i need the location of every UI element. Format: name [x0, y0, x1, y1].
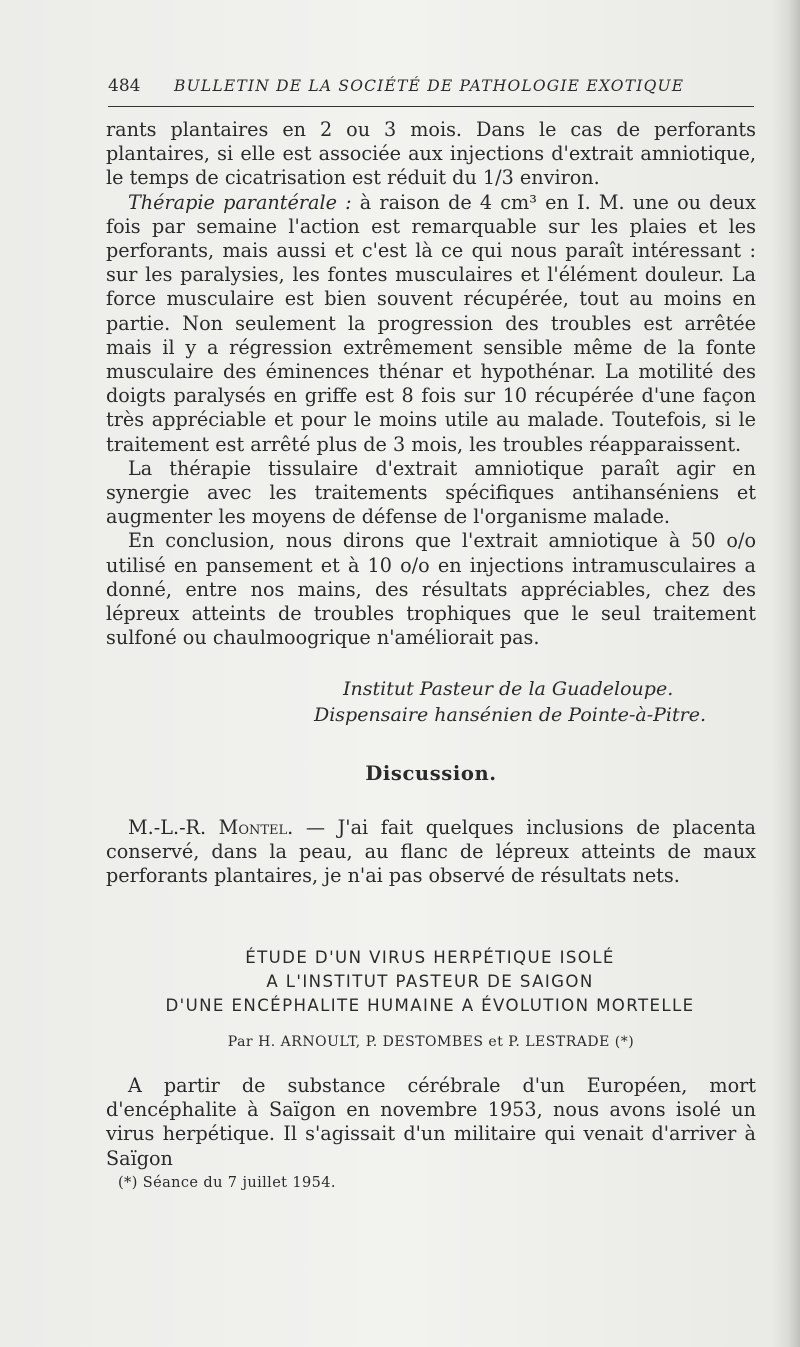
- therapie-label: Thérapie parantérale :: [128, 190, 352, 214]
- therapie-text: à raison de 4 cm³ en I. M. une ou deux fois par semaine l'action est remarquable sur les plaies et les perforants, mais aussi et c'est là ce qui nous paraît intéressant : sur les paralysies, les fontes musculaires et l'élément douleur. La force musculaire est bien souvent récupérée, tout au moins en partie. Non seulement la progression des troubles est arrêtée mais il y a régression extrêmement sensible même de la fonte musculaire des éminences thénar et hypothénar. La motilité des doigts paralysés en griffe est 8 fois sur 10 récupérée d'une façon très appréciable et pour le moins utile au malade. Toutefois, si le traitement est arrêté plus de 3 mois, les troubles réapparaissent.: [106, 190, 756, 456]
- article-authors: Par H. ARNOULT, P. DESTOMBES et P. LESTRADE (*): [227, 1034, 635, 1050]
- article-title-line-3: D'UNE ENCÉPHALITE HUMAINE A ÉVOLUTION MORTELLE: [165, 996, 695, 1015]
- journal-title: BULLETIN DE LA SOCIÉTÉ DE PATHOLOGIE EXOTIQUE: [174, 77, 685, 95]
- discussion-paragraph: [106, 816, 756, 889]
- signature-dispensaire: Dispensaire hansénien de Pointe-à-Pitre.: [314, 704, 706, 726]
- page-number: 484: [108, 76, 141, 96]
- discussion-heading: Discussion.: [365, 762, 497, 785]
- article-conclusion: [106, 118, 756, 650]
- paragraph-conclusion: En conclusion, nous dirons que l'extrait amniotique à 50 o/o utilisé en pansement et à 10 o/o en injections intramusculaires a donné, entre nos mains, des résultats appréciables, chez des lépreux atteints de troubles trophiques que le seul traitement sulfoné ou chaulmoogrique n'améliorait pas.: [106, 529, 756, 650]
- paragraph-therapie: [106, 191, 756, 457]
- discussion-speaker: M.-L.-R. Montel.: [128, 816, 294, 839]
- discussion-text: — J'ai fait quelques inclusions de placenta conservé, dans la peau, au flanc de lépreux atteints de maux perforants plantaires, je n'ai pas observé de résultats nets.: [106, 816, 756, 888]
- article-intro: A partir de substance cérébrale d'un Européen, mort d'encéphalite à Saïgon en novembre 1953, nous avons isolé un virus herpétique. Il s'agissait d'un militaire qui venait d'arriver à Saïgon: [106, 1074, 756, 1170]
- article-title-line-1: ÉTUDE D'UN VIRUS HERPÉTIQUE ISOLÉ: [245, 948, 615, 967]
- article-title-line-2: A L'INSTITUT PASTEUR DE SAIGON: [266, 972, 594, 991]
- footnote: (*) Séance du 7 juillet 1954.: [118, 1175, 336, 1191]
- running-header: [108, 76, 756, 106]
- paragraph-tissulaire: La thérapie tissulaire d'extrait amniotique paraît agir en synergie avec les traitements spécifiques antihanséniens et augmenter les moyens de défense de l'organisme malade.: [106, 456, 756, 529]
- article-intro-block: [106, 1074, 756, 1171]
- header-rule: [108, 106, 754, 107]
- signature-institut: Institut Pasteur de la Guadeloupe.: [343, 678, 674, 700]
- paragraph-perforants: rants plantaires en 2 ou 3 mois. Dans le cas de perforants plantaires, si elle est associée aux injections d'extrait amniotique, le temps de cicatrisation est réduit du 1/3 environ.: [106, 118, 756, 190]
- page-edge-shadow: [772, 0, 800, 1347]
- discussion-block: [106, 816, 756, 889]
